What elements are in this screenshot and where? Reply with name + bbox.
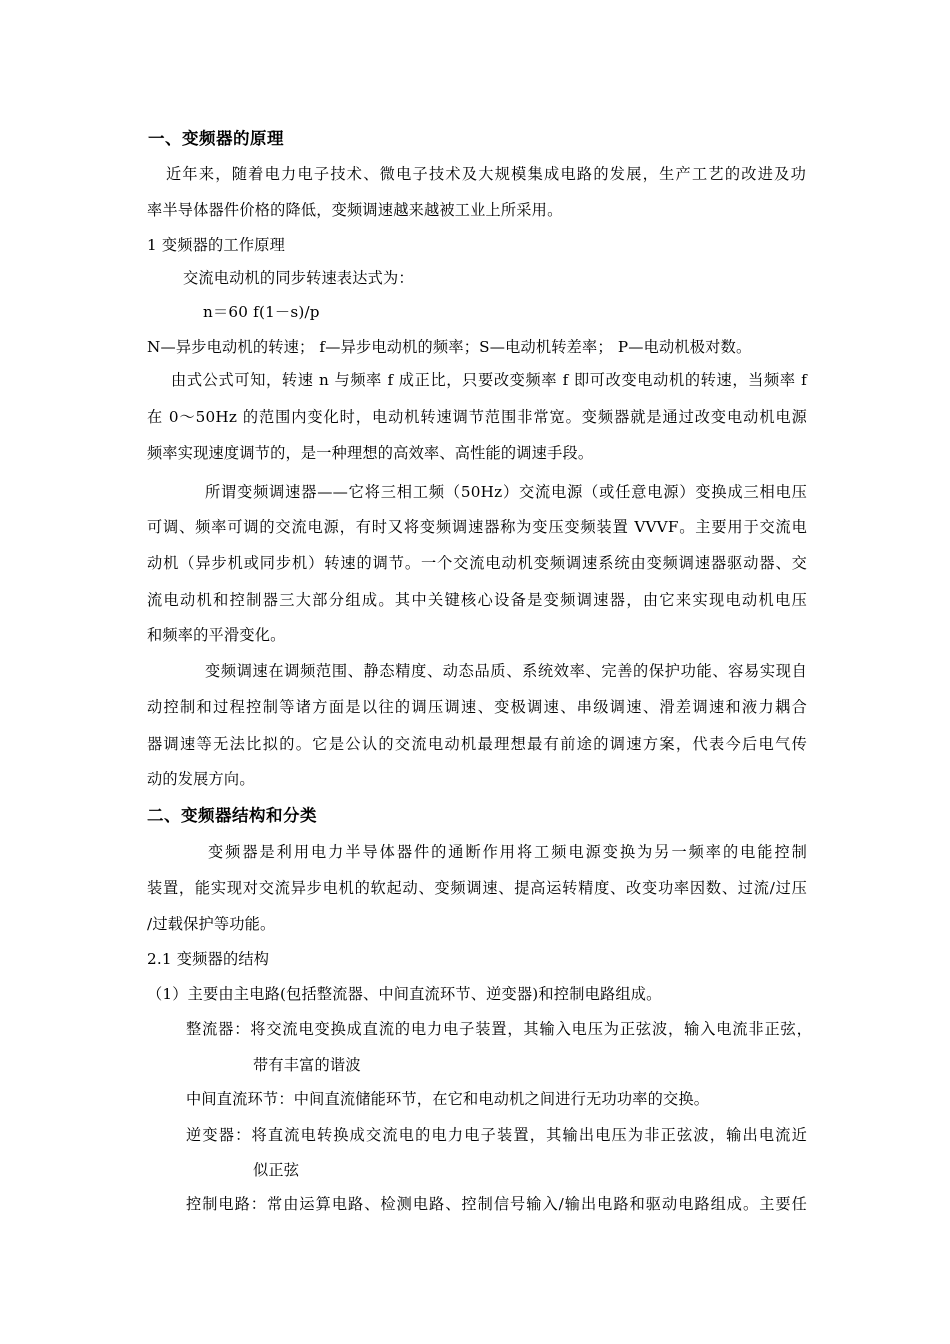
paragraph-line: 装置，能实现对交流异步电机的软起动、变频调速、提高运转精度、改变功率因数、过流/过压 xyxy=(147,879,807,897)
formula: n＝60 f(1－s)/p xyxy=(203,303,320,321)
paragraph-line: /过载保护等功能。 xyxy=(147,915,276,933)
paragraph-line: 和频率的平滑变化。 xyxy=(147,626,286,644)
subsection-title: 2.1 变频器的结构 xyxy=(147,950,270,968)
paragraph-line: 在 0～50Hz 的范围内变化时，电动机转速调节范围非常宽。变频器就是通过改变电动机电源 xyxy=(147,408,807,426)
section1-intro-line: 率半导体器件价格的降低，变频调速越来越被工业上所采用。 xyxy=(147,201,563,219)
paragraph-line: 可调、频率可调的交流电源，有时又将变频调速器称为变压变频装置 VVVF。主要用于交流电 xyxy=(147,518,807,536)
section1-heading: 一、变频器的原理 xyxy=(148,129,284,148)
paragraph-line: 变频器是利用电力半导体器件的通断作用将工频电源变换为另一频率的电能控制 xyxy=(208,843,807,861)
paragraph-line: 所谓变频调速器——它将三相工频（50Hz）交流电源（或任意电源）变换成三相电压 xyxy=(205,483,807,501)
paragraph-line: 流电动机和控制器三大部分组成。其中关键核心设备是变频调速器，由它来实现电动机电压 xyxy=(147,591,807,609)
definition-rectifier-cont: 带有丰富的谐波 xyxy=(253,1056,361,1074)
formula-intro: 交流电动机的同步转速表达式为： xyxy=(183,269,414,287)
paragraph-line: 频率实现速度调节的，是一种理想的高效率、高性能的调速手段。 xyxy=(147,444,594,462)
paragraph-line: 动的发展方向。 xyxy=(147,770,255,788)
definition-control: 控制电路：常由运算电路、检测电路、控制信号输入/输出电路和驱动电路组成。主要任 xyxy=(186,1195,807,1213)
paragraph-line: 器调速等无法比拟的。它是公认的交流电动机最理想最有前途的调速方案，代表今后电气传 xyxy=(147,735,807,753)
definition-rectifier: 整流器：将交流电变换成直流的电力电子装置，其输入电压为正弦波，输入电流非正弦， xyxy=(186,1020,812,1038)
paragraph-line: 由式公式可知，转速 n 与频率 f 成正比，只要改变频率 f 即可改变电动机的转速，当频率 f xyxy=(171,371,807,389)
subsection-title: 1 变频器的工作原理 xyxy=(147,236,285,254)
section1-intro-line: 近年来，随着电力电子技术、微电子技术及大规模集成电路的发展，生产工艺的改进及功 xyxy=(166,165,806,183)
paragraph-line: 动机（异步机或同步机）转速的调节。一个交流电动机变频调速系统由变频调速器驱动器、交 xyxy=(147,554,807,572)
definition-dc-link: 中间直流环节：中间直流储能环节，在它和电动机之间进行无功功率的交换。 xyxy=(186,1090,710,1108)
paragraph-line: 变频调速在调频范围、静态精度、动态品质、系统效率、完善的保护功能、容易实现自 xyxy=(205,662,807,680)
section2-heading: 二、变频器结构和分类 xyxy=(147,806,317,825)
definition-inverter: 逆变器：将直流电转换成交流电的电力电子装置，其输出电压为非正弦波，输出电流近 xyxy=(186,1126,807,1144)
paragraph-line: 动控制和过程控制等诸方面是以往的调压调速、变极调速、串级调速、滑差调速和液力耦合 xyxy=(147,698,807,716)
definition-inverter-cont: 似正弦 xyxy=(253,1161,300,1179)
formula-legend: N—异步电动机的转速； f—异步电动机的频率；S—电动机转差率； P—电动机极对数。 xyxy=(147,338,752,356)
list-item: （1）主要由主电路(包括整流器、中间直流环节、逆变器)和控制电路组成。 xyxy=(147,985,662,1003)
